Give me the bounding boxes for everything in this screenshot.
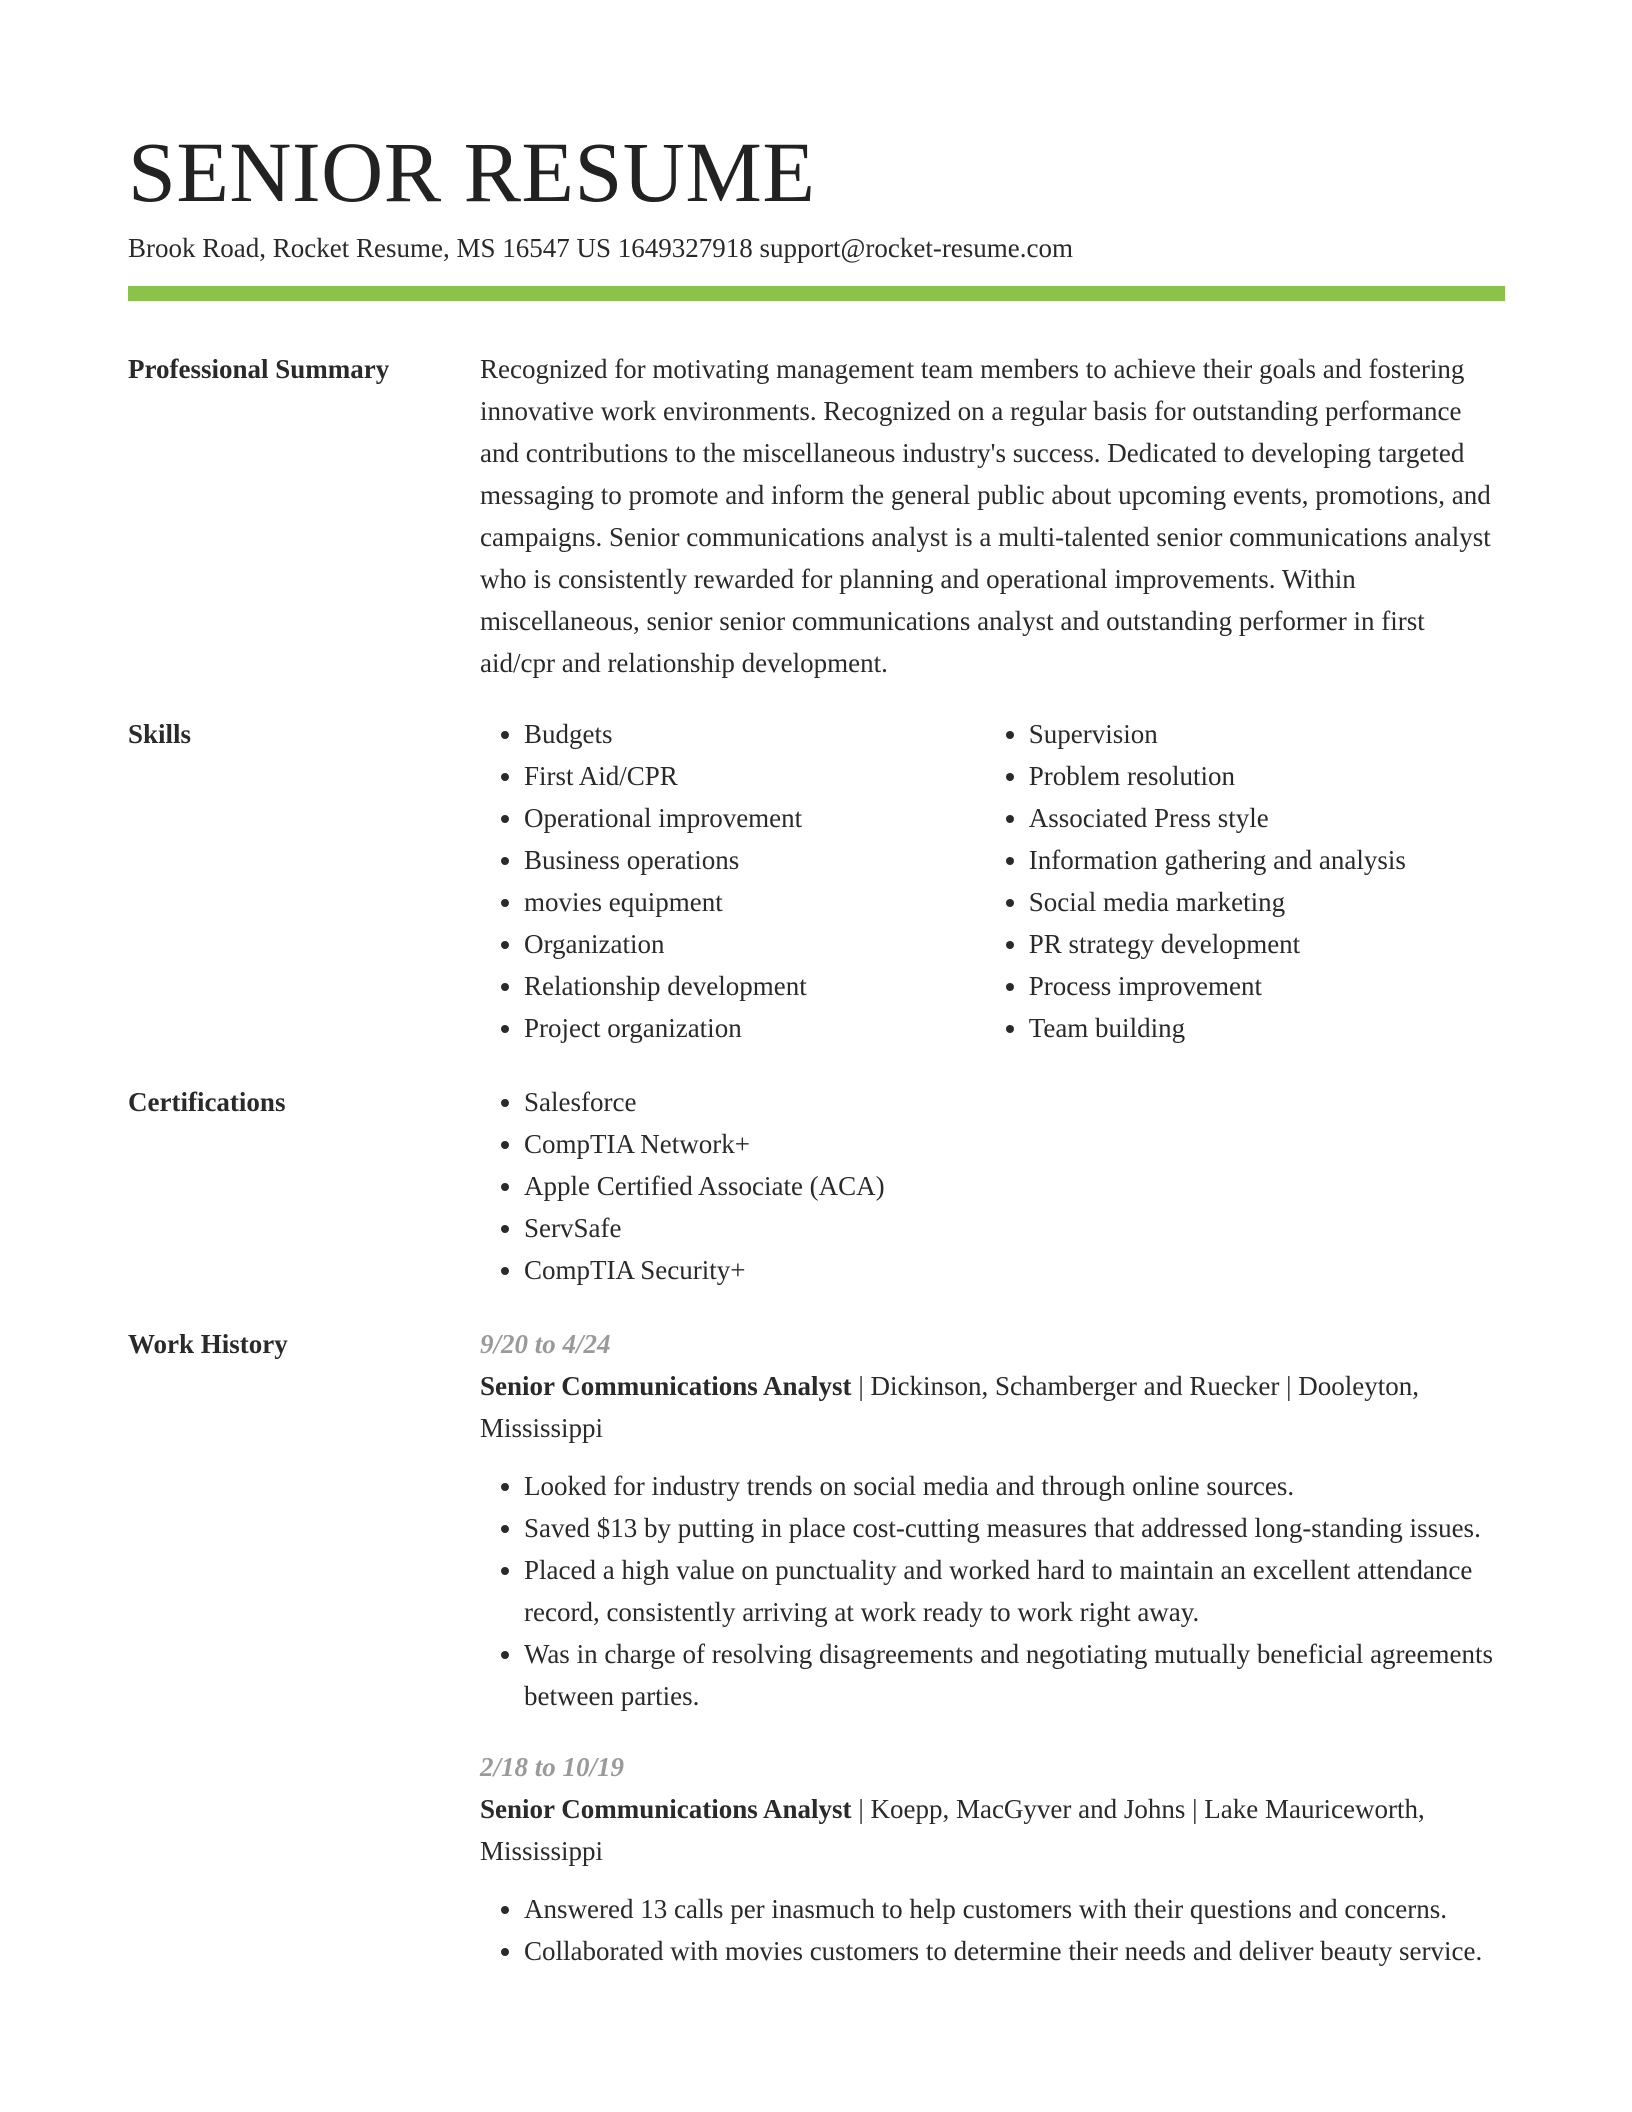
skills-list-right [985,713,1505,1049]
job-dates: 2/18 to 10/19 [480,1752,625,1782]
skill-item: • Problem resolution [1029,755,1505,797]
contact-line [128,230,1073,266]
job-details: | Koepp, MacGyver and Johns | Lake Mauriceworth, Mississippi [480,1794,1425,1866]
skill-item: • Associated Press style [1029,797,1505,839]
skill-item: • Organization [524,923,985,965]
skills-heading: Skills [128,719,192,749]
job-dates: 9/20 to 4/24 [480,1329,611,1359]
skill-item: • PR strategy development [1029,923,1505,965]
certifications-body [480,1081,1505,1291]
job-bullets [480,1465,1505,1717]
skill-item: • Supervision [1029,713,1505,755]
job-entry [480,1746,1505,1972]
job-bullets [480,1888,1505,1972]
job-bullet: • Answered 13 calls per inasmuch to help customers with their questions and concerns. [524,1888,1505,1930]
skill-item: • Information gathering and analysis [1029,839,1505,881]
skill-item: • Process improvement [1029,965,1505,1007]
skill-item: • Operational improvement [524,797,985,839]
skill-item: • First Aid/CPR [524,755,985,797]
contact-address: Brook Road, Rocket Resume, MS 16547 US [128,233,611,263]
skills-body [480,713,1505,1049]
summary-text: Recognized for motivating management team members to achieve their goals and fostering innovative work environments. Recognized on a regular basis for outstanding performance and contributions to the miscellaneous industry's success. Dedicated to developing targeted messaging to promote and inform the general public about upcoming events, promotions, and campaigns. Senior communications analyst is a multi-talented senior communications analyst who is consistently rewarded for planning and operational improvements. Within miscellaneous, senior senior communications analyst and outstanding performer in first aid/cpr and relationship development. [480,354,1491,678]
job-header [480,1788,1505,1872]
certification-item: • CompTIA Network+ [524,1123,1505,1165]
job-bullet: • Placed a high value on punctuality and worked hard to maintain an excellent attendance record, consistently arriving at work ready to work right away. [524,1549,1505,1633]
summary-heading: Professional Summary [128,354,390,384]
skill-item: • Social media marketing [1029,881,1505,923]
job-bullet: • Looked for industry trends on social media and through online sources. [524,1465,1505,1507]
job-header [480,1365,1505,1449]
skills-list-left [480,713,985,1049]
contact-email: support@rocket-resume.com [759,233,1074,263]
header-divider [128,286,1505,301]
job-bullet: • Saved $13 by putting in place cost-cutting measures that addressed long-standing issues. [524,1507,1505,1549]
skill-item: • Budgets [524,713,985,755]
skill-item: • Relationship development [524,965,985,1007]
certifications-heading: Certifications [128,1087,286,1117]
skill-item: • movies equipment [524,881,985,923]
certification-item: • CompTIA Security+ [524,1249,1505,1291]
job-entry [480,1323,1505,1717]
skill-item: • Team building [1029,1007,1505,1049]
job-details: | Dickinson, Schamberger and Ruecker | Dooleyton, Mississippi [480,1371,1419,1443]
resume-name: SENIOR RESUME [128,124,816,220]
contact-phone: 1649327918 [617,233,753,263]
certification-item: • Salesforce [524,1081,1505,1123]
summary-body [480,348,1505,684]
skill-item: • Project organization [524,1007,985,1049]
work-body [480,1323,1505,1972]
work-heading: Work History [128,1329,288,1359]
certification-item: • ServSafe [524,1207,1505,1249]
job-bullet: • Collaborated with movies customers to determine their needs and deliver beauty service. [524,1930,1505,1972]
job-title: Senior Communications Analyst [480,1794,852,1824]
job-bullet: • Was in charge of resolving disagreements and negotiating mutually beneficial agreements between parties. [524,1633,1505,1717]
skill-item: • Business operations [524,839,985,881]
certification-item: • Apple Certified Associate (ACA) [524,1165,1505,1207]
job-title: Senior Communications Analyst [480,1371,852,1401]
certifications-list [480,1081,1505,1291]
